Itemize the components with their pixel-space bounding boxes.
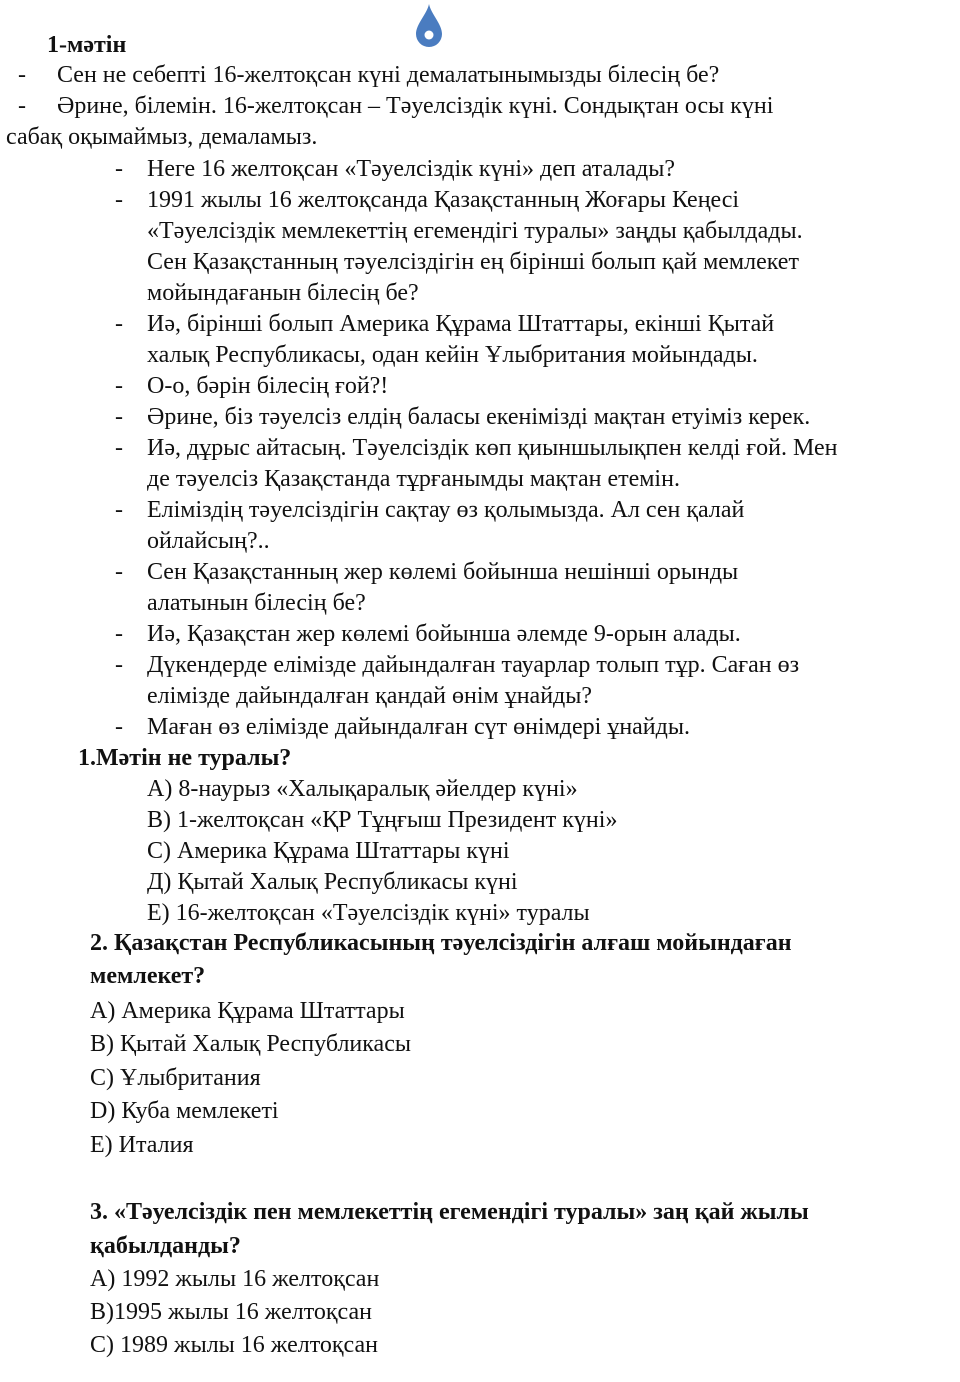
answer-option: Е) 16-желтоқсан «Тәуелсіздік күні» туралы bbox=[147, 900, 590, 926]
dialogue-line: «Тәуелсіздік мемлекеттің егемендігі туралы» заңды қабылдады. bbox=[147, 218, 803, 244]
text-title: 1-мәтін bbox=[47, 32, 127, 58]
dash: - bbox=[115, 714, 123, 740]
dialogue-line: Еліміздің тәуелсіздігін сақтау өз қолымызда. Ал сен қалай bbox=[147, 497, 745, 523]
dash: - bbox=[115, 311, 123, 337]
dialogue-line: Иә, дұрыс айтасың. Тәуелсіздік көп қиыншылықпен келді ғой. Мен bbox=[147, 435, 838, 461]
water-drop-icon bbox=[416, 4, 442, 48]
question-2-cont: мемлекет? bbox=[90, 963, 206, 989]
dash: - bbox=[115, 497, 123, 523]
dialogue-line: де тәуелсіз Қазақстанда тұрғанымды мақтан етемін. bbox=[147, 466, 680, 492]
dialogue-line: сабақ оқымаймыз, демаламыз. bbox=[6, 124, 318, 150]
dash: - bbox=[115, 404, 123, 430]
question-3-cont: қабылданды? bbox=[90, 1233, 241, 1259]
answer-option: А) Америка Құрама Штаттары bbox=[90, 998, 405, 1024]
dialogue-line: Сен Қазақстанның тәуелсіздігін ең бірінші болып қай мемлекет bbox=[147, 249, 799, 275]
answer-option: В) Қытай Халық Республикасы bbox=[90, 1031, 411, 1057]
answer-option: С) Ұлыбритания bbox=[90, 1065, 261, 1091]
dialogue-line: алатынын білесің бе? bbox=[147, 590, 366, 616]
dash: - bbox=[115, 435, 123, 461]
dialogue-line: 1991 жылы 16 желтоқсанда Қазақстанның Жоғары Кеңесі bbox=[147, 187, 740, 213]
dialogue-line: Әрине, білемін. 16-желтоқсан – Тәуелсіздік күні. Сондықтан осы күні bbox=[57, 93, 774, 119]
dialogue-line: О-о, бәрін білесің ғой?! bbox=[147, 373, 389, 399]
question-2: 2. Қазақстан Республикасының тәуелсіздігін алғаш мойындаған bbox=[90, 930, 792, 956]
answer-option: А) 1992 жылы 16 желтоқсан bbox=[90, 1266, 380, 1292]
dialogue-line: Әрине, біз тәуелсіз елдің баласы екенімізді мақтан етуіміз керек. bbox=[147, 404, 811, 430]
dash: - bbox=[18, 93, 26, 119]
dialogue-line: Неге 16 желтоқсан «Тәуелсіздік күні» деп аталады? bbox=[147, 156, 676, 182]
dialogue-line: Иә, бірінші болып Америка Құрама Штаттары, екінші Қытай bbox=[147, 311, 775, 337]
answer-option: D) Куба мемлекеті bbox=[90, 1098, 279, 1124]
dialogue-line: ойлайсың?.. bbox=[147, 528, 270, 554]
answer-option: В)1995 жылы 16 желтоқсан bbox=[90, 1299, 372, 1325]
dash: - bbox=[115, 652, 123, 678]
answer-option: Е) Италия bbox=[90, 1132, 194, 1158]
dialogue-line: Дүкендерде елімізде дайындалған тауарлар толып тұр. Саған өз bbox=[147, 652, 800, 678]
answer-option: В) 1-желтоқсан «ҚР Тұңғыш Президент күні» bbox=[147, 807, 618, 833]
question-3: 3. «Тәуелсіздік пен мемлекеттің егемендігі туралы» заң қай жылы bbox=[90, 1199, 809, 1225]
answer-option: А) 8-наурыз «Халықаралық әйелдер күні» bbox=[147, 776, 578, 802]
dialogue-line: Маған өз елімізде дайындалған сүт өнімдері ұнайды. bbox=[147, 714, 690, 740]
dash: - bbox=[115, 621, 123, 647]
dialogue-line: Сен Қазақстанның жер көлемі бойынша нешінші орынды bbox=[147, 559, 739, 585]
dash: - bbox=[115, 373, 123, 399]
dash: - bbox=[115, 559, 123, 585]
answer-option: Д) Қытай Халық Республикасы күні bbox=[147, 869, 518, 895]
dash: - bbox=[115, 187, 123, 213]
dialogue-line: Иә, Қазақстан жер көлемі бойынша әлемде 9-орын алады. bbox=[147, 621, 741, 647]
answer-option: С) Америка Құрама Штаттары күні bbox=[147, 838, 510, 864]
question-1: 1.Мәтін не туралы? bbox=[78, 745, 292, 771]
dialogue-line: елімізде дайындалған қандай өнім ұнайды? bbox=[147, 683, 593, 709]
answer-option: С) 1989 жылы 16 желтоқсан bbox=[90, 1332, 378, 1358]
dialogue-line: мойындағанын білесің бе? bbox=[147, 280, 419, 306]
dash: - bbox=[115, 156, 123, 182]
dialogue-line: Сен не себепті 16-желтоқсан күні демалатынымызды білесің бе? bbox=[57, 62, 720, 88]
dialogue-line: халық Республикасы, одан кейін Ұлыбритания мойындады. bbox=[147, 342, 758, 368]
dash: - bbox=[18, 62, 26, 88]
